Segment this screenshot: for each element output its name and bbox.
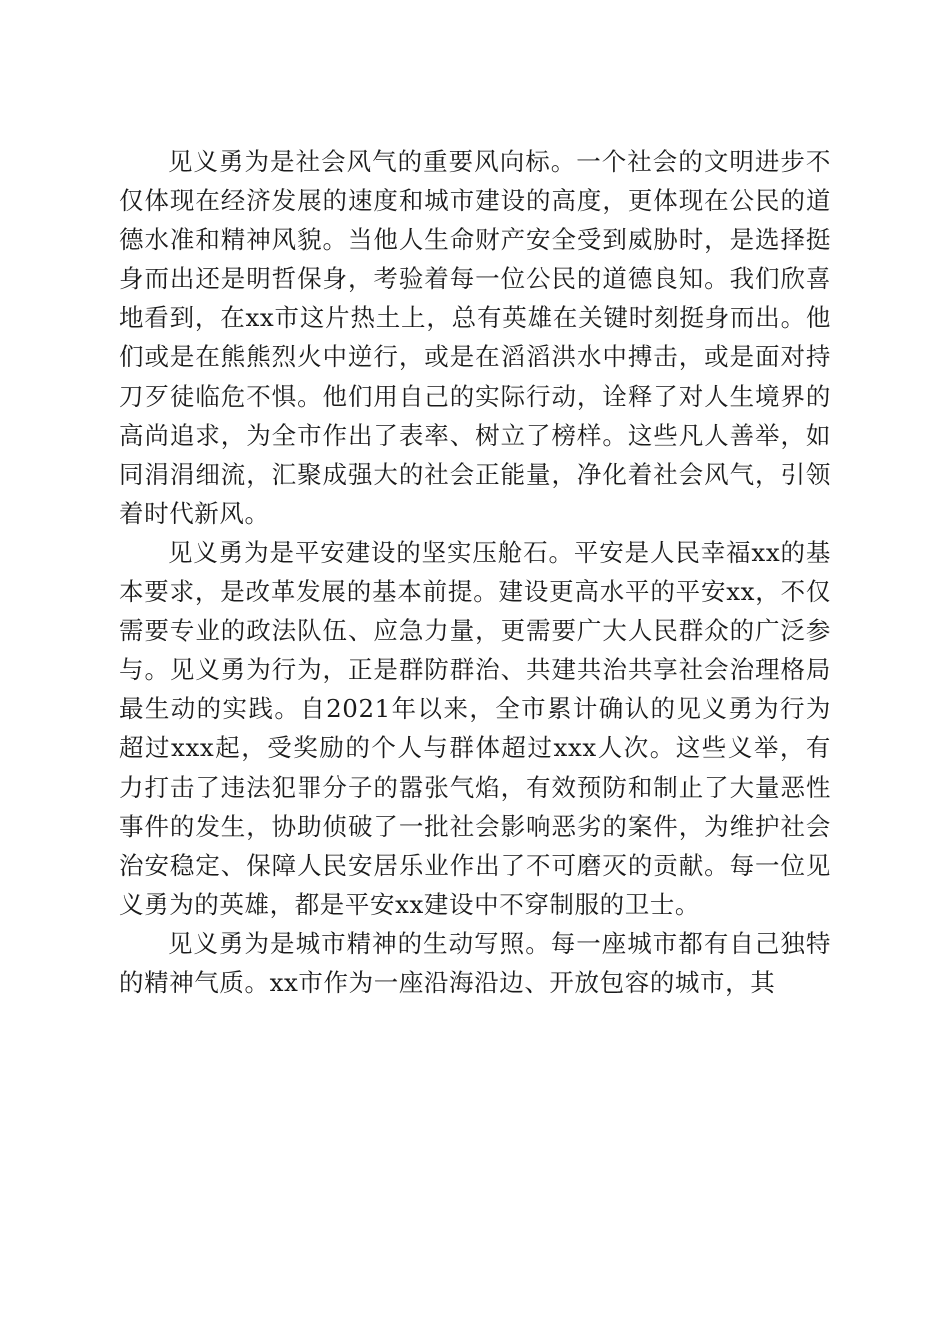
paragraph-public-safety: 见义勇为是平安建设的坚实压舱石。平安是人民幸福xx的基本要求，是改革发展的基本前提。建设更高水平的平安xx，不仅需要专业的政法队伍、应急力量，更需要广大人民群众的广泛参与。见义勇为行为，正是群防群治、共建共治共享社会治理格局最生动的实践。自2021年以来，全市累计确认的见义勇为行为超过xxx起，受奖励的个人与群体超过xxx人次。这些义举，有力打击了违法犯罪分子的嚣张气焰，有效预防和制止了大量恶性事件的发生，协助侦破了一批社会影响恶劣的案件，为维护社会治安稳定、保障人民安居乐业作出了不可磨灭的贡献。每一位见义勇为的英雄，都是平安xx建设中不穿制服的卫士。 bbox=[119, 537, 831, 919]
paragraph-city-spirit: 见义勇为是城市精神的生动写照。每一座城市都有自己独特的精神气质。xx市作为一座沿海沿边、开放包容的城市，其 bbox=[119, 928, 831, 997]
paragraph-social-ethos: 见义勇为是社会风气的重要风向标。一个社会的文明进步不仅体现在经济发展的速度和城市建设的高度，更体现在公民的道德水准和精神风貌。当他人生命财产安全受到威胁时，是选择挺身而出还是明哲保身，考验着每一位公民的道德良知。我们欣喜地看到，在xx市这片热土上，总有英雄在关键时刻挺身而出。他们或是在熊熊烈火中逆行，或是在滔滔洪水中搏击，或是面对持刀歹徒临危不惧。他们用自己的实际行动，诠释了对人生境界的高尚追求，为全市作出了表率、树立了榜样。这些凡人善举，如同涓涓细流，汇聚成强大的社会正能量，净化着社会风气，引领着时代新风。 bbox=[119, 147, 831, 528]
document-body bbox=[119, 142, 831, 1002]
